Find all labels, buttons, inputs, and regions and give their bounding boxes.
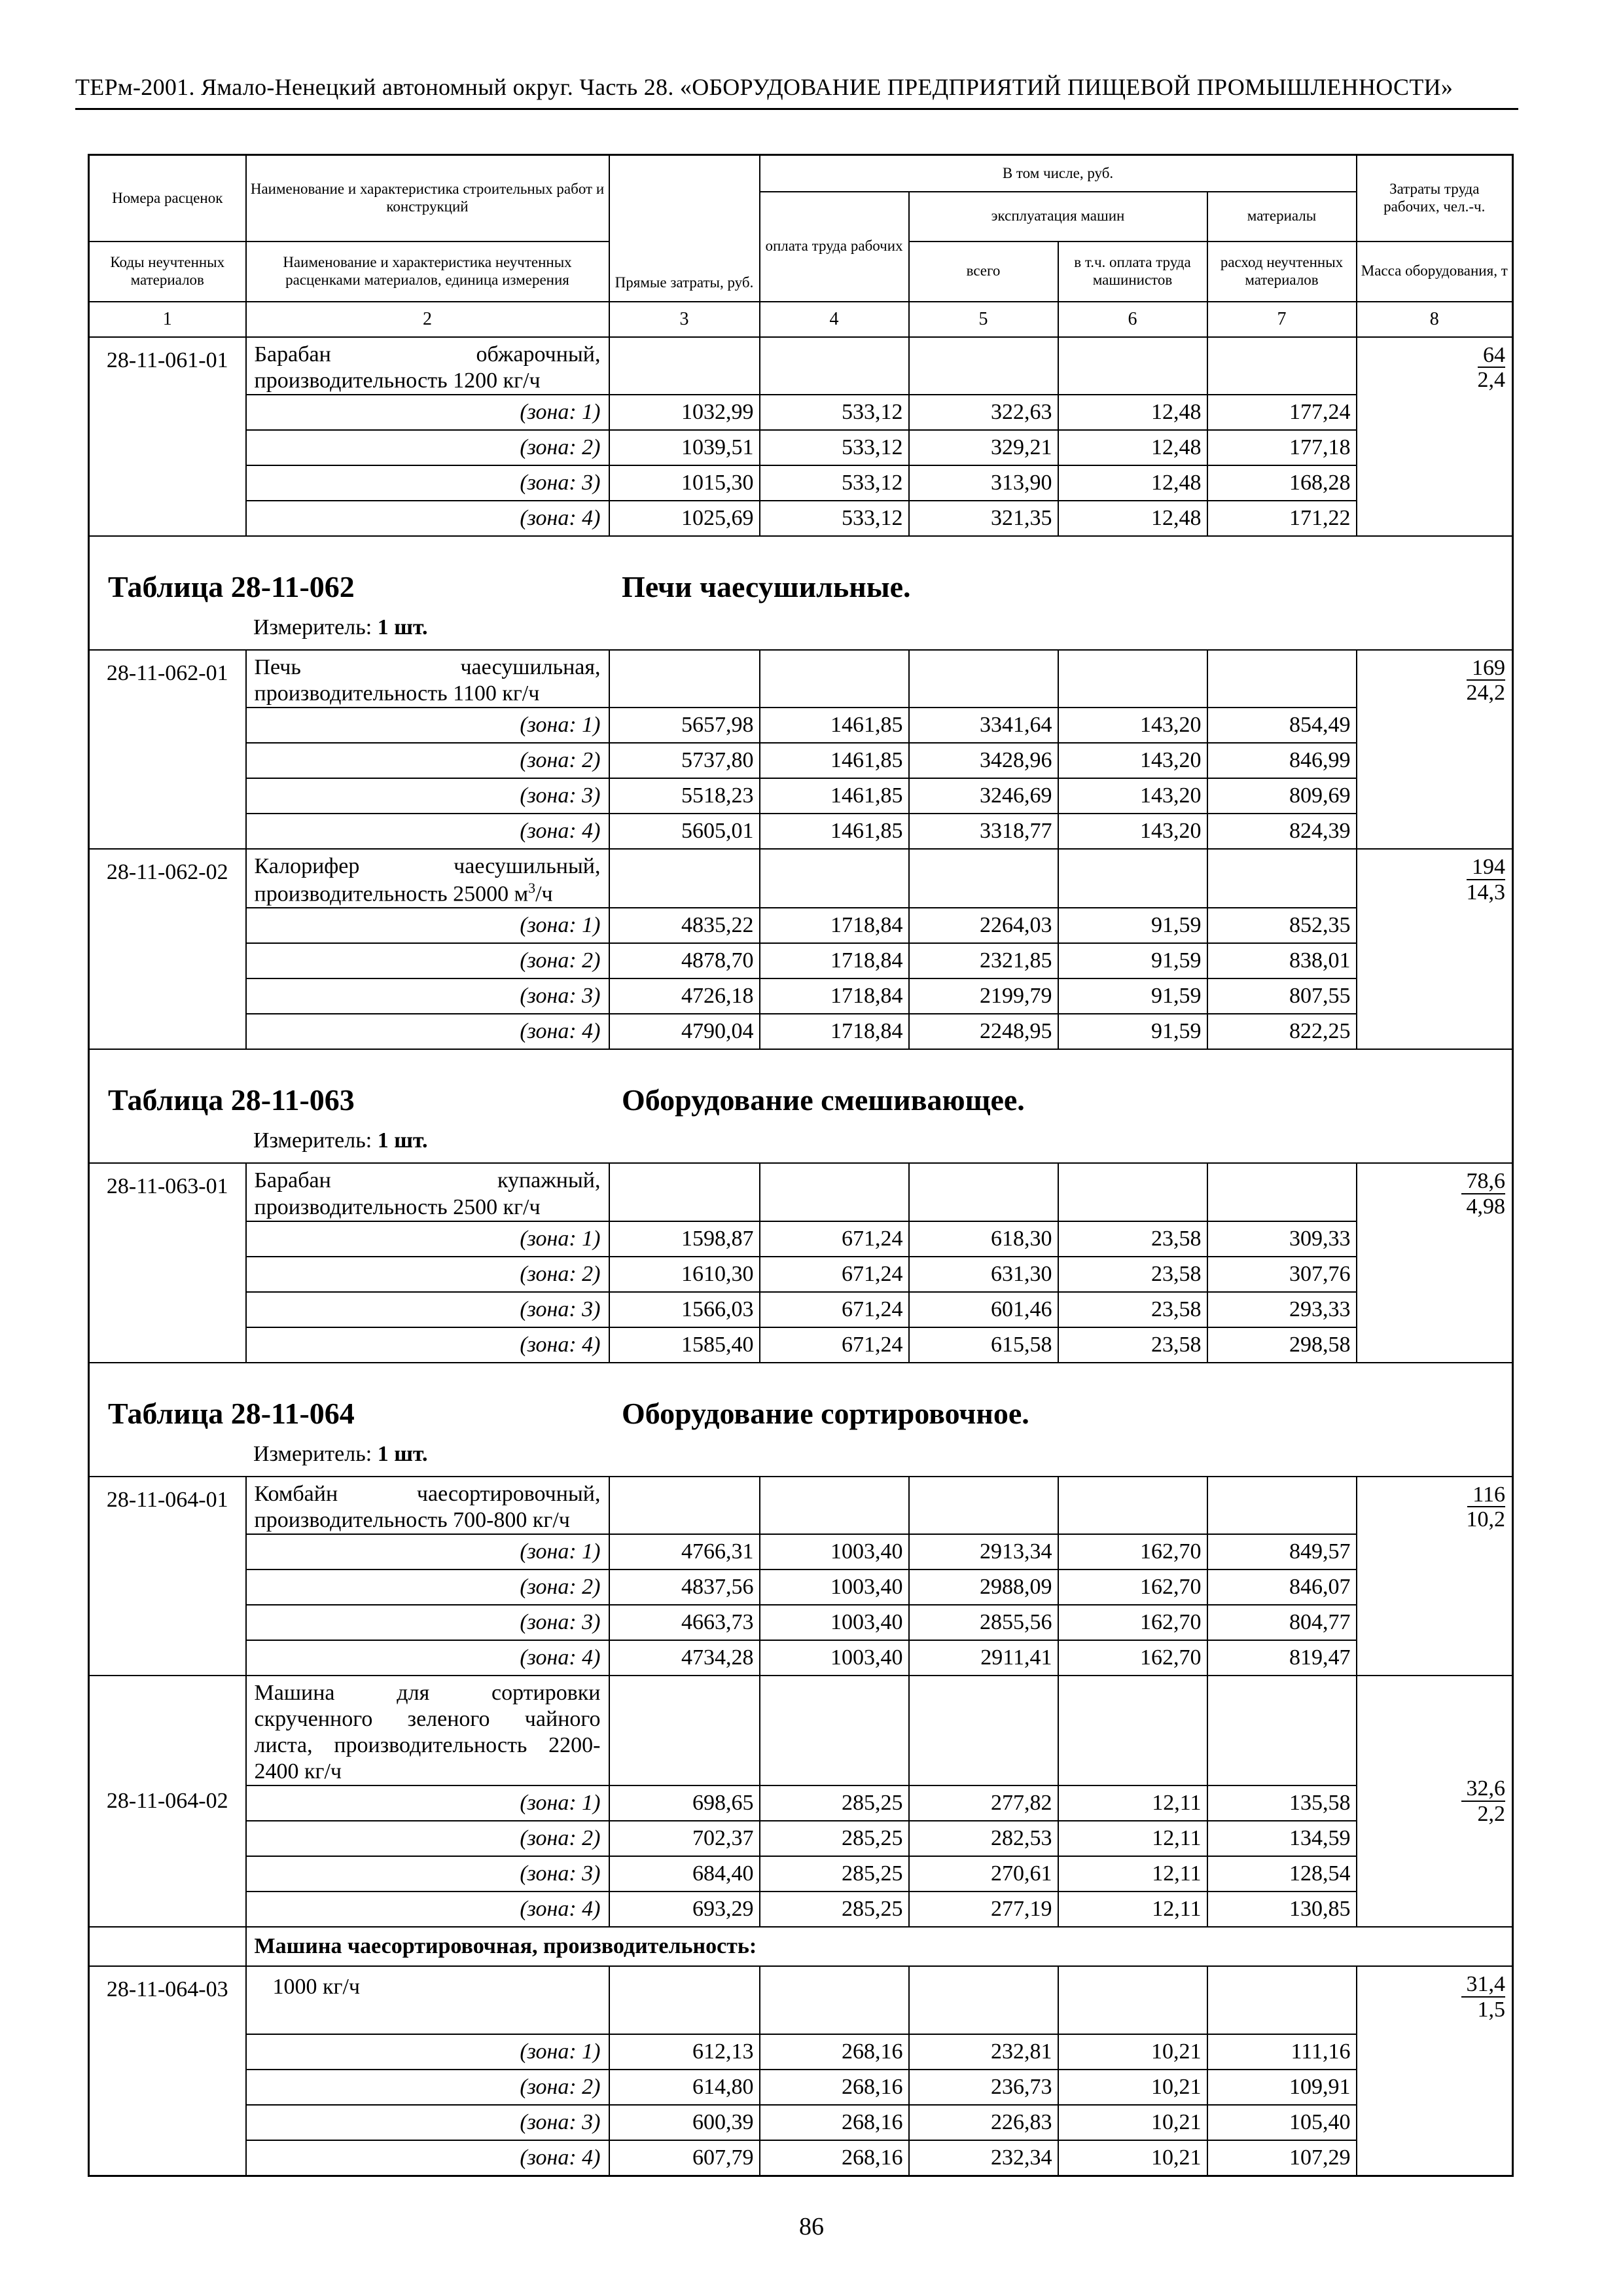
operator-wage: 143,20 [1058, 778, 1207, 814]
rate-code: 28-11-064-01 [89, 1477, 246, 1676]
zone-label: (зона: 2) [246, 2070, 609, 2105]
table-measure: Измеритель: 1 шт. [253, 615, 428, 639]
machines-total: 615,58 [909, 1327, 1058, 1363]
operator-wage: 10,21 [1058, 2034, 1207, 2070]
machines-total: 2913,34 [909, 1534, 1058, 1570]
rate-code: 28-11-062-02 [89, 849, 246, 1050]
page-number: 86 [799, 2213, 824, 2240]
materials-cost: 846,07 [1207, 1570, 1357, 1605]
col-header-labor-costs: Затраты труда рабочих, чел.-ч. [1357, 155, 1513, 242]
col-header-material-names: Наименование и характеристика неучтенных расценками материалов, единица измерения [246, 242, 609, 302]
operator-wage: 143,20 [1058, 708, 1207, 743]
operator-wage: 91,59 [1058, 978, 1207, 1014]
materials-cost: 854,49 [1207, 708, 1357, 743]
machines-total: 631,30 [909, 1257, 1058, 1292]
materials-cost: 105,40 [1207, 2105, 1357, 2140]
labor-wage: 1461,85 [760, 778, 909, 814]
rate-description: Барабан обжарочный, производительность 1200 кг/ч [246, 337, 609, 395]
direct-cost: 1015,30 [609, 465, 760, 501]
zone-label: (зона: 1) [246, 2034, 609, 2070]
direct-cost: 1032,99 [609, 395, 760, 430]
rate-description: Калорифер чаесушильный, производительность 25000 $м^3/ч$ [246, 849, 609, 908]
materials-cost: 177,18 [1207, 430, 1357, 465]
labor-value: 116 [1467, 1483, 1505, 1508]
machines-total: 322,63 [909, 395, 1058, 430]
direct-cost: 1039,51 [609, 430, 760, 465]
materials-cost: 128,54 [1207, 1856, 1357, 1892]
materials-cost: 168,28 [1207, 465, 1357, 501]
labor-wage: 268,16 [760, 2034, 909, 2070]
labor-value: 32,6 [1461, 1777, 1506, 1802]
materials-cost: 846,99 [1207, 743, 1357, 778]
col-header-machines-total: всего [909, 242, 1058, 302]
direct-cost: 600,39 [609, 2105, 760, 2140]
machines-total: 270,61 [909, 1856, 1058, 1892]
materials-cost: 804,77 [1207, 1605, 1357, 1640]
mass-value: 1,5 [1477, 1998, 1506, 2022]
mass-value: 2,4 [1477, 368, 1506, 393]
operator-wage: 162,70 [1058, 1605, 1207, 1640]
mass-value: 14,3 [1466, 880, 1506, 905]
labor-value: 64 [1478, 344, 1505, 368]
zone-label: (зона: 1) [246, 1221, 609, 1257]
direct-cost: 612,13 [609, 2034, 760, 2070]
col-header-unaccounted-materials: расход неучтенных материалов [1207, 242, 1357, 302]
col-number: 6 [1058, 302, 1207, 337]
col-header-direct-costs: Прямые затраты, руб. [609, 155, 760, 302]
rate-code: 28-11-064-03 [89, 1966, 246, 2176]
direct-cost: 4878,70 [609, 943, 760, 978]
zone-label: (зона: 2) [246, 1257, 609, 1292]
zone-label: (зона: 2) [246, 743, 609, 778]
operator-wage: 12,11 [1058, 1892, 1207, 1927]
rate-description: Комбайн чаесортировочный, производительность 700-800 кг/ч [246, 1477, 609, 1534]
operator-wage: 12,11 [1058, 1821, 1207, 1856]
operator-wage: 91,59 [1058, 908, 1207, 943]
zone-label: (зона: 2) [246, 430, 609, 465]
labor-wage: 285,25 [760, 1785, 909, 1821]
labor-wage: 1461,85 [760, 708, 909, 743]
labor-mass-fraction [1357, 1966, 1513, 2176]
machines-total: 2199,79 [909, 978, 1058, 1014]
machines-total: 2321,85 [909, 943, 1058, 978]
machines-total: 2248,95 [909, 1014, 1058, 1049]
rate-code: 28-11-062-01 [89, 650, 246, 849]
operator-wage: 12,48 [1058, 501, 1207, 536]
labor-wage: 533,12 [760, 465, 909, 501]
col-number: 7 [1207, 302, 1357, 337]
labor-wage: 1718,84 [760, 1014, 909, 1049]
direct-cost: 693,29 [609, 1892, 760, 1927]
labor-wage: 533,12 [760, 501, 909, 536]
rate-description: 1000 кг/ч [246, 1966, 609, 2034]
direct-cost: 1566,03 [609, 1292, 760, 1327]
labor-wage: 1003,40 [760, 1640, 909, 1676]
labor-wage: 1003,40 [760, 1605, 909, 1640]
direct-cost: 4766,31 [609, 1534, 760, 1570]
table-title-block [89, 536, 1513, 650]
labor-wage: 671,24 [760, 1292, 909, 1327]
operator-wage: 12,11 [1058, 1856, 1207, 1892]
materials-cost: 171,22 [1207, 501, 1357, 536]
direct-cost: 1585,40 [609, 1327, 760, 1363]
labor-wage: 285,25 [760, 1892, 909, 1927]
col-header-work-name: Наименование и характеристика строительных работ и конструкций [246, 155, 609, 242]
direct-cost: 684,40 [609, 1856, 760, 1892]
materials-cost: 177,24 [1207, 395, 1357, 430]
table-name: Печи чаесушильные. [622, 569, 911, 603]
machines-total: 3428,96 [909, 743, 1058, 778]
labor-wage: 1718,84 [760, 908, 909, 943]
materials-cost: 107,29 [1207, 2140, 1357, 2176]
machines-total: 601,46 [909, 1292, 1058, 1327]
operator-wage: 23,58 [1058, 1327, 1207, 1363]
machines-total: 232,34 [909, 2140, 1058, 2176]
zone-label: (зона: 2) [246, 1821, 609, 1856]
direct-cost: 702,37 [609, 1821, 760, 1856]
direct-cost: 4837,56 [609, 1570, 760, 1605]
operator-wage: 12,11 [1058, 1785, 1207, 1821]
labor-wage: 671,24 [760, 1327, 909, 1363]
col-header-equipment-mass: Масса оборудования, т [1357, 242, 1513, 302]
rate-code: 28-11-061-01 [89, 337, 246, 536]
direct-cost: 5518,23 [609, 778, 760, 814]
col-number: 4 [760, 302, 909, 337]
direct-cost: 1598,87 [609, 1221, 760, 1257]
operator-wage: 23,58 [1058, 1292, 1207, 1327]
materials-cost: 807,55 [1207, 978, 1357, 1014]
operator-wage: 23,58 [1058, 1221, 1207, 1257]
direct-cost: 4790,04 [609, 1014, 760, 1049]
zone-label: (зона: 1) [246, 1534, 609, 1570]
zone-label: (зона: 1) [246, 395, 609, 430]
labor-wage: 268,16 [760, 2070, 909, 2105]
labor-mass-fraction [1357, 1477, 1513, 1676]
mass-value: 24,2 [1466, 681, 1506, 706]
labor-mass-fraction [1357, 1163, 1513, 1362]
table-code: Таблица 28-11-063 [108, 1083, 355, 1117]
operator-wage: 10,21 [1058, 2140, 1207, 2176]
materials-cost: 307,76 [1207, 1257, 1357, 1292]
table-title-block [89, 1363, 1513, 1477]
rate-description: Печь чаесушильная, производительность 1100 кг/ч [246, 650, 609, 708]
labor-mass-fraction [1357, 650, 1513, 849]
col-number: 2 [246, 302, 609, 337]
labor-wage: 533,12 [760, 430, 909, 465]
operator-wage: 91,59 [1058, 943, 1207, 978]
zone-label: (зона: 3) [246, 465, 609, 501]
page-header: ТЕРм-2001. Ямало-Ненецкий автономный округ. Часть 28. «ОБОРУДОВАНИЕ ПРЕДПРИЯТИЙ ПИЩЕВОЙ ПРОМЫШЛЕННОСТИ» [75, 74, 1454, 100]
zone-label: (зона: 3) [246, 778, 609, 814]
labor-mass-fraction [1357, 849, 1513, 1050]
machines-total: 313,90 [909, 465, 1058, 501]
labor-value: 169 [1467, 656, 1505, 681]
zone-label: (зона: 1) [246, 708, 609, 743]
zone-label: (зона: 3) [246, 1856, 609, 1892]
direct-cost: 4835,22 [609, 908, 760, 943]
zone-label: (зона: 4) [246, 501, 609, 536]
zone-label: (зона: 2) [246, 943, 609, 978]
operator-wage: 162,70 [1058, 1570, 1207, 1605]
rates-table [88, 154, 1514, 2177]
table-name: Оборудование сортировочное. [622, 1396, 1029, 1430]
direct-cost: 4734,28 [609, 1640, 760, 1676]
materials-cost: 824,39 [1207, 814, 1357, 849]
table-measure: Измеритель: 1 шт. [253, 1441, 428, 1466]
direct-cost: 5737,80 [609, 743, 760, 778]
operator-wage: 91,59 [1058, 1014, 1207, 1049]
col-header-materials: материалы [1207, 192, 1357, 242]
operator-wage: 143,20 [1058, 814, 1207, 849]
operator-wage: 162,70 [1058, 1534, 1207, 1570]
zone-label: (зона: 1) [246, 908, 609, 943]
machines-total: 2855,56 [909, 1605, 1058, 1640]
zone-label: (зона: 4) [246, 814, 609, 849]
operator-wage: 12,48 [1058, 430, 1207, 465]
table-measure: Измеритель: 1 шт. [253, 1128, 428, 1153]
col-header-machines: эксплуатация машин [909, 192, 1207, 242]
machines-total: 329,21 [909, 430, 1058, 465]
col-header-rate-numbers: Номера расценок [89, 155, 246, 242]
rate-description: Барабан купажный, производительность 2500 кг/ч [246, 1163, 609, 1221]
rate-code: 28-11-064-02 [89, 1676, 246, 1927]
col-number: 5 [909, 302, 1058, 337]
operator-wage: 10,21 [1058, 2105, 1207, 2140]
materials-cost: 298,58 [1207, 1327, 1357, 1363]
machines-total: 232,81 [909, 2034, 1058, 2070]
zone-label: (зона: 2) [246, 1570, 609, 1605]
table-title-block [89, 1049, 1513, 1163]
operator-wage: 143,20 [1058, 743, 1207, 778]
zone-label: (зона: 3) [246, 978, 609, 1014]
col-header-including: В том числе, руб. [760, 155, 1357, 192]
machines-total: 3318,77 [909, 814, 1058, 849]
zone-label: (зона: 4) [246, 1640, 609, 1676]
group-heading: Машина чаесортировочная, производительность: [246, 1927, 1513, 1966]
labor-wage: 1461,85 [760, 743, 909, 778]
zone-label: (зона: 3) [246, 1292, 609, 1327]
labor-wage: 671,24 [760, 1257, 909, 1292]
machines-total: 618,30 [909, 1221, 1058, 1257]
materials-cost: 135,58 [1207, 1785, 1357, 1821]
labor-mass-fraction [1357, 337, 1513, 536]
mass-value: 4,98 [1466, 1194, 1506, 1219]
machines-total: 282,53 [909, 1821, 1058, 1856]
labor-wage: 1718,84 [760, 943, 909, 978]
mass-value: 2,2 [1477, 1801, 1506, 1826]
machines-total: 3246,69 [909, 778, 1058, 814]
materials-cost: 809,69 [1207, 778, 1357, 814]
col-number: 3 [609, 302, 760, 337]
labor-wage: 285,25 [760, 1856, 909, 1892]
materials-cost: 849,57 [1207, 1534, 1357, 1570]
direct-cost: 5657,98 [609, 708, 760, 743]
direct-cost: 698,65 [609, 1785, 760, 1821]
rate-code: 28-11-063-01 [89, 1163, 246, 1362]
labor-wage: 285,25 [760, 1821, 909, 1856]
labor-wage: 533,12 [760, 395, 909, 430]
labor-wage: 268,16 [760, 2140, 909, 2176]
labor-wage: 268,16 [760, 2105, 909, 2140]
direct-cost: 5605,01 [609, 814, 760, 849]
operator-wage: 162,70 [1058, 1640, 1207, 1676]
labor-wage: 1461,85 [760, 814, 909, 849]
materials-cost: 293,33 [1207, 1292, 1357, 1327]
rate-description: Машина для сортировки скрученного зеленого чайного листа, производительность 2200-2400 кг/ч [246, 1676, 609, 1785]
zone-label: (зона: 4) [246, 2140, 609, 2176]
direct-cost: 607,79 [609, 2140, 760, 2176]
col-number: 8 [1357, 302, 1513, 337]
machines-total: 321,35 [909, 501, 1058, 536]
table-code: Таблица 28-11-062 [108, 569, 355, 603]
materials-cost: 852,35 [1207, 908, 1357, 943]
header-rule [75, 108, 1518, 110]
zone-label: (зона: 4) [246, 1892, 609, 1927]
operator-wage: 12,48 [1058, 465, 1207, 501]
col-header-labor-wage: оплата труда рабочих [760, 192, 909, 302]
zone-label: (зона: 4) [246, 1327, 609, 1363]
labor-wage: 1003,40 [760, 1534, 909, 1570]
machines-total: 236,73 [909, 2070, 1058, 2105]
zone-label: (зона: 1) [246, 1785, 609, 1821]
materials-cost: 819,47 [1207, 1640, 1357, 1676]
col-header-material-codes: Коды неучтенных материалов [89, 242, 246, 302]
machines-total: 2911,41 [909, 1640, 1058, 1676]
labor-value: 194 [1467, 855, 1505, 880]
machines-total: 277,19 [909, 1892, 1058, 1927]
mass-value: 10,2 [1466, 1507, 1506, 1532]
table-name: Оборудование смешивающее. [622, 1083, 1025, 1117]
direct-cost: 1025,69 [609, 501, 760, 536]
zone-label: (зона: 3) [246, 2105, 609, 2140]
direct-cost: 4663,73 [609, 1605, 760, 1640]
materials-cost: 822,25 [1207, 1014, 1357, 1049]
labor-mass-fraction [1357, 1676, 1513, 1927]
labor-wage: 671,24 [760, 1221, 909, 1257]
direct-cost: 614,80 [609, 2070, 760, 2105]
col-number: 1 [89, 302, 246, 337]
zone-label: (зона: 3) [246, 1605, 609, 1640]
operator-wage: 10,21 [1058, 2070, 1207, 2105]
materials-cost: 309,33 [1207, 1221, 1357, 1257]
materials-cost: 838,01 [1207, 943, 1357, 978]
machines-total: 2264,03 [909, 908, 1058, 943]
machines-total: 3341,64 [909, 708, 1058, 743]
materials-cost: 134,59 [1207, 1821, 1357, 1856]
table-code: Таблица 28-11-064 [108, 1396, 355, 1430]
machines-total: 226,83 [909, 2105, 1058, 2140]
labor-value: 78,6 [1461, 1170, 1506, 1194]
machines-total: 277,82 [909, 1785, 1058, 1821]
operator-wage: 12,48 [1058, 395, 1207, 430]
labor-wage: 1718,84 [760, 978, 909, 1014]
materials-cost: 130,85 [1207, 1892, 1357, 1927]
col-header-operator-wage: в т.ч. оплата труда машинистов [1058, 242, 1207, 302]
machines-total: 2988,09 [909, 1570, 1058, 1605]
zone-label: (зона: 4) [246, 1014, 609, 1049]
materials-cost: 109,91 [1207, 2070, 1357, 2105]
materials-cost: 111,16 [1207, 2034, 1357, 2070]
direct-cost: 4726,18 [609, 978, 760, 1014]
labor-wage: 1003,40 [760, 1570, 909, 1605]
labor-value: 31,4 [1461, 1973, 1506, 1998]
direct-cost: 1610,30 [609, 1257, 760, 1292]
operator-wage: 23,58 [1058, 1257, 1207, 1292]
